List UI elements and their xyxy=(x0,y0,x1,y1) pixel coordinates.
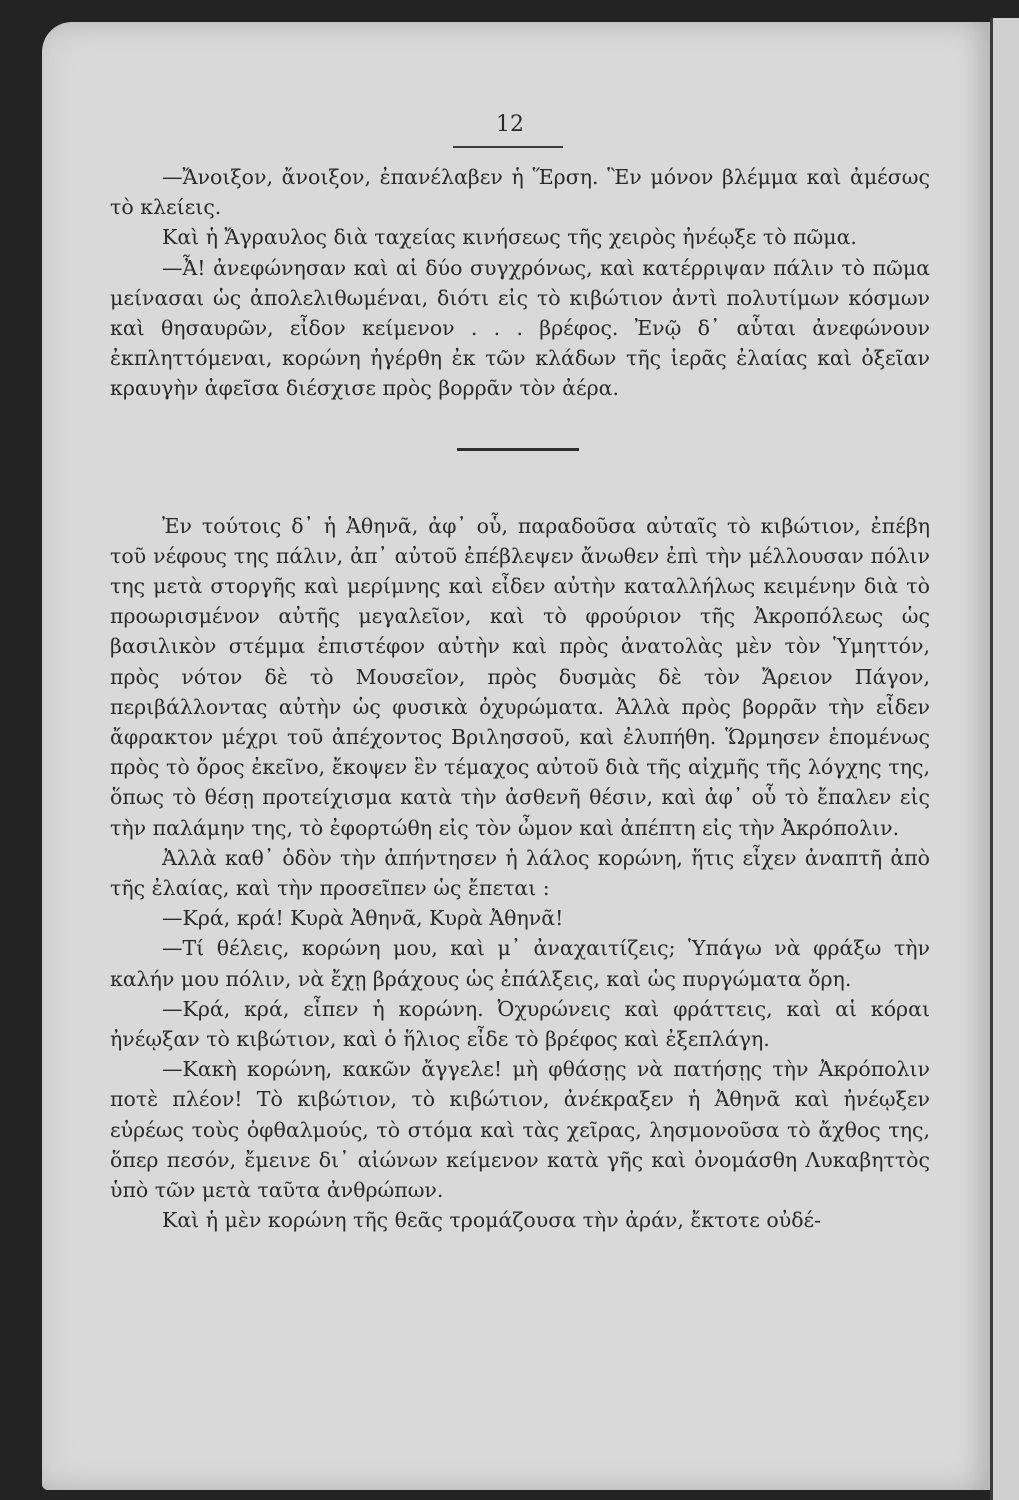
paragraph: —Κρά, κρά! Κυρὰ Ἀθηνᾶ, Κυρὰ Ἀθηνᾶ! xyxy=(162,906,564,931)
page-number: 12 xyxy=(496,112,524,137)
paragraph: —Κρά, κρά, εἶπεν ἡ κορώνη. Ὀχυρώνεις καὶ φράττεις, καὶ αἱ κόραι ἠνέῳξαν τὸ κιβώτιον, καὶ ὁ ἥλιος εἶδε τὸ βρέφος καὶ ἐξεπλάγη. xyxy=(110,996,930,1052)
paragraph: —Ἆ! ἀνεφώνησαν καὶ αἱ δύο συγχρόνως, καὶ κατέρριψαν πάλιν τὸ πῶμα μείνασαι ὡς ἀπολελιθωμέναι, διότι εἰς τὸ κιβώτιον ἀντὶ πολυτίμων κόσμων καὶ θησαυρῶν, εἶδον κείμενον . . . βρέφος. Ἐνῷ δ᾽ αὗται ἀνεφώνουν ἐκπληττόμεναι, κορώνη ἠγέρθη ἐκ τῶν κλάδων τῆς ἱερᾶς ἐλαίας καὶ ὀξεῖαν κραυγὴν ἀφεῖσα διέσχισε πρὸς βορρᾶν τὸν ἀέρα. xyxy=(110,255,930,401)
adjacent-page-edge xyxy=(990,18,1019,1500)
paragraph: —Κακὴ κορώνη, κακῶν ἄγγελε! μὴ φθάσῃς νὰ πατήσῃς τὴν Ἀκρόπολιν ποτὲ πλέον! Τὸ κιβώτιον, τὸ κιβώτιον, ἀνέκραξεν ἡ Ἀθηνᾶ καὶ ἠνέῳξεν εὐρέως τοὺς ὀφθαλμούς, τὸ στόμα καὶ τὰς χεῖρας, λησμονοῦσα τὸ ἄχθος της, ὅπερ πεσόν, ἔμεινε δι᾽ αἰώνων κείμενον κατὰ γῆς καὶ ὀνομάσθη Λυκαβηττὸς ὑπὸ τῶν μετὰ ταῦτα ἀνθρώπων. xyxy=(110,1057,930,1203)
paragraph: —Τί θέλεις, κορώνη μου, καὶ μ᾽ ἀναχαιτίζεις; Ὑπάγω νὰ φράξω τὴν καλήν μου πόλιν, νὰ ἔχῃ βράχους ὡς ἐπάλξεις, καὶ ὡς πυργώματα ὄρη. xyxy=(110,936,930,991)
paragraph: Ἐν τούτοις δ᾽ ἡ Ἀθηνᾶ, ἀφ᾽ οὗ, παραδοῦσα αὐταῖς τὸ κιβώτιον, ἐπέβη τοῦ νέφους της πάλιν, ἀπ᾽ αὐτοῦ ἐπέβλεψεν ἄνωθεν ἐπὶ τὴν μέλλουσαν πόλιν της μετὰ στοργῆς καὶ μερίμνης καὶ εἶδεν αὐτὴν καταλλήλως κειμένην διὰ τὸ προωρισμένον αὐτῆς μεγαλεῖον, καὶ τὸ φρούριον τῆς Ἀκροπόλεως ὡς βασιλικὸν στέμμα ἐπιστέφον αὐτὴν καὶ πρὸς ἀνατολὰς μὲν τὸν Ὑμηττόν, πρὸς νότον δὲ τὸ Μουσεῖον, πρὸς δυσμὰς δὲ τὸν Ἄρειον Πάγον, περιβάλλοντας αὐτὴν ὡς φυσικὰ ὀχυρώματα. Ἀλλὰ πρὸς βορρᾶν τὴν εἶδεν ἄφρακτον μέχρι τοῦ ἀπέχοντος Βριλησσοῦ, καὶ ἐλυπήθη. Ὥρμησεν ἑπομένως πρὸς τὸ ὄρος ἐκεῖνο, ἔκοψεν ἓν τέμαχος αὐτοῦ διὰ τῆς αἰχμῆς τῆς λόγχης της, ὅπως τὸ θέσῃ προτείχισμα κατὰ τὴν ἀσθενῆ θέσιν, καὶ ἀφ᾽ οὗ τὸ ἔπαλεν εἰς τὴν παλάμην της, τὸ ἐφορτώθη εἰς τὸν ὦμον καὶ ἀπέπτη εἰς τὴν Ἀκρόπολιν. xyxy=(110,513,930,840)
paragraph: Καὶ ἡ μὲν κορώνη τῆς θεᾶς τρομάζουσα τὴν ἀράν, ἔκτοτε οὐδέ- xyxy=(162,1208,822,1233)
paragraph: —Ἄνοιξον, ἄνοιξον, ἐπανέλαβεν ἡ Ἕρση. Ἓν μόνον βλέμμα καὶ ἀμέσως τὸ κλείεις. xyxy=(110,165,930,220)
page-number-rule xyxy=(453,146,563,148)
page-content xyxy=(110,110,930,1236)
paragraph: Ἀλλὰ καθ᾽ ὁδὸν τὴν ἀπήντησεν ἡ λάλος κορώνη, ἥτις εἶχεν ἀναπτῆ ἀπὸ τῆς ἐλαίας, καὶ τὴν προσεῖπεν ὡς ἔπεται : xyxy=(110,845,930,901)
section-divider xyxy=(457,448,579,451)
paragraph: Καὶ ἡ Ἄγραυλος διὰ ταχείας κινήσεως τῆς χειρὸς ἠνέῳξε τὸ πῶμα. xyxy=(162,225,857,250)
